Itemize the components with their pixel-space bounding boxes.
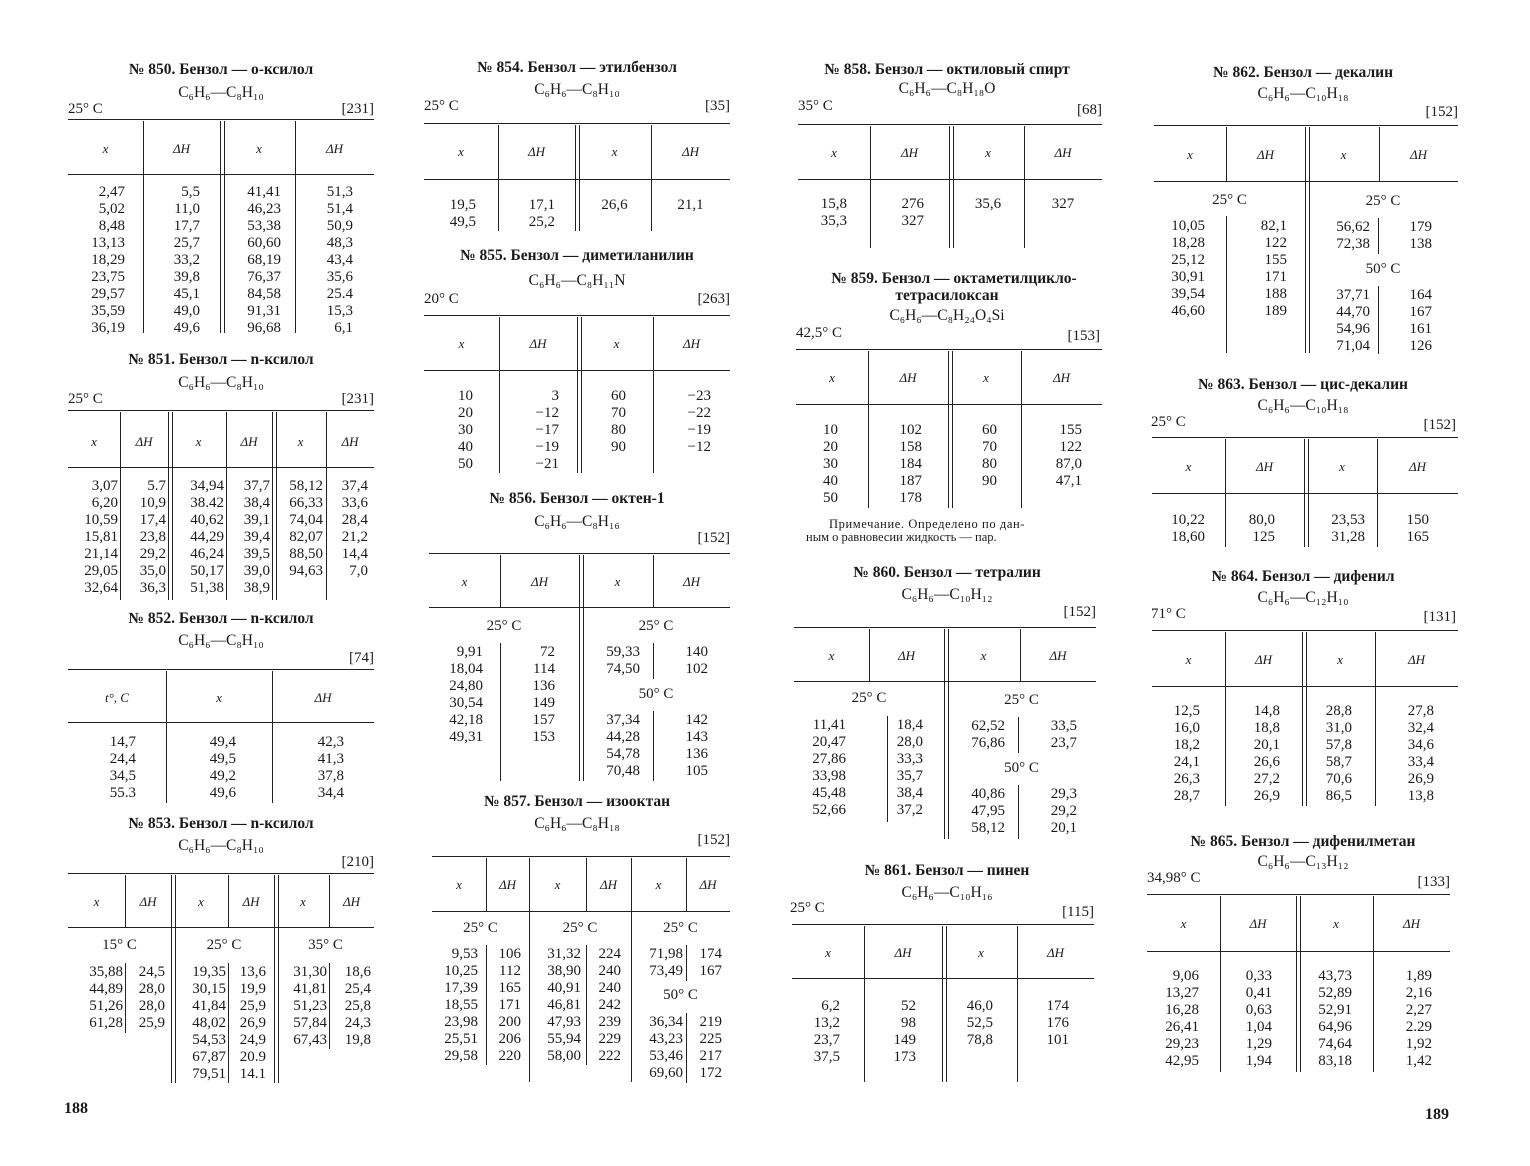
- header-dh: ΔH: [314, 690, 332, 705]
- column-dh: 18,6 25,4 25,8 24,3 19,8: [344, 964, 371, 1048]
- column-x: 43,73 52,89 52,91 64,96 74,64 83,18: [1318, 968, 1352, 1069]
- subgroup-temperature: 25° C: [1004, 692, 1039, 708]
- column-dh: 21,1: [677, 197, 704, 213]
- table-formula: C₆H₆—C₈H₁₀: [178, 84, 264, 101]
- table-formula: C₆H₆—C₁₂H₁₀: [1257, 589, 1349, 606]
- subgroup-temperature: 25° C: [1365, 193, 1401, 209]
- header-x: x: [825, 945, 831, 960]
- column-x: 10 20 30 40 50: [823, 422, 838, 506]
- header-dh: ΔH: [1407, 652, 1426, 667]
- column-dh: 29,3 29,2 20,1: [1050, 786, 1077, 836]
- column-x: 10,22 18,60: [1171, 512, 1205, 545]
- header-x: x: [297, 434, 304, 449]
- column-x: 31,30 41,81 51,23 57,84 67,43: [293, 964, 327, 1048]
- table-title: № 856. Бензол — октен-1: [489, 490, 665, 507]
- table-formula: C₆H₆—C₁₀H₁₈: [1257, 85, 1349, 102]
- column-x: 28,8 31,0 57,8 58,7 70,6 86,5: [1325, 703, 1352, 804]
- column-x: 60 70 80 90: [611, 388, 626, 455]
- column-dh: 13,6 19,9 25,9 26,9 24,9 20.9 14.1: [239, 964, 266, 1082]
- column-dh: 150 165: [1406, 512, 1429, 545]
- header-x: x: [456, 877, 462, 892]
- column-x: 35,6: [974, 196, 1002, 212]
- table-temperature: 71° C: [1151, 606, 1186, 622]
- table-formula: C₆H₆—C₈H₂₄O₄Si: [889, 307, 1005, 324]
- table-temperature: 25° C: [68, 101, 103, 117]
- header-x: x: [195, 434, 202, 449]
- column-dh: 5,5 11,0 17,7 25,7 33,2 39,8 45,1 49,0 49,6: [173, 184, 200, 336]
- column-x: 19,35 30,15 41,84 48,02 54,53 67,87 79,51: [192, 964, 226, 1082]
- column-dh: 52 98 149 173: [893, 998, 916, 1065]
- column-x: 12,5 16,0 18,2 24,1 26,3 28,7: [1173, 703, 1200, 804]
- table-title: № 851. Бензол — n-ксилол: [128, 351, 314, 368]
- column-x: 9,91 18,04 24,80 30,54 42,18 49,31: [449, 644, 483, 745]
- column-dh: 24,5 28,0 28,0 25,9: [138, 964, 165, 1031]
- subgroup-temperature: 25° C: [562, 920, 598, 936]
- table-title: № 865. Бензол — дифенилметан: [1190, 833, 1416, 850]
- header-x: x: [1339, 459, 1345, 474]
- header-dh: ΔH: [1254, 652, 1273, 667]
- column-dh: 106 112 165 171 200 206 220: [498, 946, 521, 1064]
- table-title: № 853. Бензол — n-ксилол: [128, 815, 314, 832]
- table-reference: [152]: [1063, 604, 1096, 620]
- column-dh: 276 327: [901, 196, 924, 229]
- column-x: 40,86 47,95 58,12: [971, 786, 1005, 836]
- header-dh: ΔH: [681, 144, 700, 159]
- table-title: № 864. Бензол — дифенил: [1211, 568, 1395, 585]
- header-x: x: [216, 690, 222, 705]
- header-dh: ΔH: [699, 877, 717, 892]
- header-x: x: [1337, 652, 1343, 667]
- table-formula: C₆H₆—C₈H₁₈O: [898, 80, 996, 97]
- header-x: x: [980, 648, 987, 663]
- header-x: x: [1185, 459, 1192, 474]
- column-dh: 224 240 240 242 239 229 222: [598, 946, 621, 1064]
- subgroup-temperature: 50° C: [1004, 760, 1039, 776]
- header-dh: ΔH: [530, 574, 549, 589]
- column-dh: 174 176 101: [1046, 998, 1069, 1048]
- subgroup-temperature: 25° C: [206, 937, 242, 953]
- table-reference: [131]: [1423, 609, 1456, 625]
- header-dh: ΔH: [1249, 916, 1267, 931]
- column-x: 49,4 49,5 49,2 49,6: [209, 734, 236, 801]
- table-title: № 854. Бензол — этилбензол: [477, 59, 677, 76]
- header-x: x: [554, 877, 561, 892]
- table-title: № 862. Бензол — декалин: [1213, 64, 1393, 81]
- column-x: 10 20 30 40 50: [458, 388, 473, 472]
- table-title-continued: тетрасилоксан: [895, 287, 999, 304]
- subgroup-temperature: 25° C: [638, 618, 674, 634]
- table-title: № 858. Бензол — октиловый спирт: [824, 61, 1070, 78]
- column-x: 36,34 43,23 53,46 69,60: [649, 1014, 683, 1081]
- header-dh: ΔH: [1402, 916, 1421, 931]
- header-dh: ΔH: [498, 877, 517, 892]
- header-dh: ΔH: [242, 894, 260, 909]
- table-850: [68, 0, 374, 340]
- column-x: 59,33 74,50: [606, 644, 640, 677]
- column-x: 19,5 49,5: [449, 197, 476, 230]
- header-x: x: [614, 574, 621, 589]
- header-dh: ΔH: [894, 945, 912, 960]
- header-dh: ΔH: [341, 434, 359, 449]
- column-x: 35,88 44,89 51,26 61,28: [89, 964, 123, 1031]
- header-dh: ΔH: [900, 145, 919, 160]
- column-dh: 80,0 125: [1248, 512, 1275, 545]
- header-x: x: [983, 370, 989, 385]
- table-reference: [68]: [1077, 102, 1102, 118]
- table-temperature: 20° C: [424, 291, 459, 307]
- table-formula: C₆H₆—C₈H₁₈: [534, 815, 620, 832]
- table-note: Примечание. Определено по дан-: [829, 517, 1026, 531]
- column-dh: 327: [1051, 196, 1075, 212]
- header-dh: ΔH: [172, 141, 191, 156]
- column-x: 41,41 46,23 53,38 60,60 68,19 76,37 84,58 91,31 96,68: [247, 184, 281, 336]
- header-x: x: [1180, 916, 1187, 931]
- header-x: x: [458, 144, 464, 159]
- column-dh: −23 −22 −19 −12: [687, 388, 711, 455]
- table-temperature: 34,98° C: [1147, 870, 1201, 886]
- column-x: 46,0 52,5 78,8: [966, 998, 993, 1048]
- page-number-right: 189: [1425, 1106, 1449, 1123]
- column-dh: 3 −12 −17 −19 −21: [535, 388, 559, 472]
- column-dh: 1,89 2,16 2,27 2.29 1,92 1,42: [1405, 968, 1432, 1069]
- subgroup-temperature: 35° C: [308, 937, 343, 953]
- header-dh: ΔH: [527, 144, 546, 159]
- table-title: № 855. Бензол — диметиланилин: [460, 247, 694, 264]
- subgroup-temperature: 25° C: [1212, 192, 1247, 208]
- column-x: 9,53 10,25 17,39 18,55 23,98 25,51 29,58: [444, 946, 478, 1064]
- header-dh: ΔH: [342, 894, 361, 909]
- header-dh: ΔH: [1046, 945, 1065, 960]
- column-dh: 0,33 0,41 0,63 1,04 1,29 1,94: [1245, 968, 1272, 1069]
- table-temperature: 25° C: [68, 391, 103, 407]
- header-x: x: [91, 434, 97, 449]
- table-title: № 861. Бензол — пинен: [864, 862, 1030, 879]
- subgroup-temperature: 50° C: [1365, 261, 1401, 277]
- column-x: 56,62 72,38: [1336, 219, 1370, 252]
- table-formula: C₆H₆—C₈H₁₀: [178, 632, 264, 649]
- column-dh: 33,5 23,7: [1050, 718, 1077, 751]
- column-x: 15,8 35,3: [820, 196, 847, 229]
- header-dh: ΔH: [682, 336, 701, 351]
- table-formula: C₆H₆—C₈H₁₀: [178, 374, 264, 391]
- subgroup-temperature: 50° C: [638, 686, 674, 702]
- header-dh: ΔH: [1408, 459, 1427, 474]
- header-x: x: [300, 894, 306, 909]
- table-formula: C₆H₆—C₈H₁₁N: [528, 272, 626, 289]
- header-x: x: [611, 144, 618, 159]
- header-dh: ΔH: [1052, 370, 1071, 385]
- table-reference: [152]: [697, 832, 730, 848]
- column-dh: 27,8 32,4 34,6 33,4 26,9 13,8: [1407, 703, 1434, 804]
- subgroup-temperature: 25° C: [663, 920, 698, 936]
- table-title: № 863. Бензол — цис-декалин: [1198, 376, 1408, 393]
- table-formula: C₆H₆—C₈H₁₀: [178, 837, 264, 854]
- column-x: 2,47 5,02 8,48 13,13 18,29 23,75 29,57 35,59 36,19: [91, 184, 125, 336]
- subgroup-temperature: 25° C: [851, 690, 887, 706]
- column-x: 26,6: [601, 197, 628, 213]
- column-dh: 219 225 217 172: [699, 1014, 722, 1081]
- column-dh: 140 102: [685, 644, 708, 677]
- subgroup-temperature: 25° C: [463, 920, 498, 936]
- header-x: x: [1340, 147, 1347, 162]
- header-x: x: [458, 336, 465, 351]
- table-reference: [231]: [341, 391, 374, 407]
- table-temperature: 42,5° C: [796, 325, 843, 341]
- table-reference: [263]: [697, 291, 730, 307]
- header-temperature: t°, C: [105, 690, 129, 705]
- table-reference: [210]: [341, 854, 374, 870]
- column-x: 11,41 20,47 27,86 33,98 45,48 52,66: [812, 717, 846, 818]
- table-reference: [231]: [341, 101, 374, 117]
- column-dh: 179 138: [1409, 219, 1432, 252]
- column-x: 6,2 13,2 23,7 37,5: [813, 998, 840, 1065]
- table-title: № 860. Бензол — тетралин: [853, 564, 1041, 581]
- table-formula: C₆H₆—C₁₃H₁₂: [1257, 853, 1349, 870]
- header-dh: ΔH: [897, 648, 916, 663]
- table-temperature: 35° C: [798, 98, 833, 114]
- header-x: x: [256, 141, 262, 156]
- table-formula: C₆H₆—C₈H₁₀: [534, 81, 620, 98]
- table-reference: [152]: [1423, 417, 1456, 433]
- column-dh: 17,1 25,2: [528, 197, 555, 230]
- column-x: 58,12 66,33 74,04 82,07 88,50 94,63: [289, 478, 323, 579]
- table-title: № 859. Бензол — октаметилцикло-: [831, 270, 1077, 287]
- header-dh: ΔH: [325, 141, 344, 156]
- table-formula: C₆H₆—C₁₀H₁₂: [901, 586, 993, 603]
- column-dh: 102 158 184 187 178: [899, 422, 922, 506]
- column-x: 23,53 31,28: [1331, 512, 1365, 545]
- header-x: x: [1333, 916, 1339, 931]
- page-number-left: 188: [64, 1100, 88, 1117]
- header-dh: ΔH: [599, 877, 618, 892]
- column-dh: 155 122 87,0 47,1: [1055, 422, 1082, 489]
- column-x: 10,05 18,28 25,12 30,91 39,54 46,60: [1171, 218, 1205, 319]
- table-note-continued: ным о равновесии жидкость — пар.: [806, 530, 997, 544]
- column-dh: 142 143 136 105: [685, 712, 708, 779]
- table-title: № 852. Бензол — n-ксилол: [128, 610, 314, 627]
- column-x: 60 70 80 90: [982, 422, 997, 489]
- column-x: 37,34 44,28 54,78 70,48: [606, 712, 640, 779]
- table-temperature: 25° C: [1151, 414, 1186, 430]
- column-dh: 37,4 33,6 28,4 21,2 14,4 7,0: [341, 478, 368, 579]
- header-x: x: [829, 370, 835, 385]
- header-x: x: [613, 336, 620, 351]
- header-x: x: [985, 145, 991, 160]
- header-x: x: [655, 877, 662, 892]
- header-x: x: [198, 894, 204, 909]
- column-dh: 37,7 38,4 39,1 39,4 39,5 39,0 38,9: [243, 478, 270, 596]
- column-dh: 18,4 28,0 33,3 35,7 38,4 37,2: [896, 717, 923, 818]
- table-temperature: 25° C: [790, 900, 825, 916]
- header-dh: ΔH: [1049, 648, 1067, 663]
- column-dh: 174 167: [699, 946, 722, 979]
- column-x: 37,71 44,70 54,96 71,04: [1336, 287, 1370, 354]
- table-reference: [133]: [1417, 874, 1450, 890]
- header-dh: ΔH: [240, 434, 258, 449]
- column-x: 9,06 13,27 16,28 26,41 29,23 42,95: [1165, 968, 1199, 1069]
- header-x: x: [831, 145, 837, 160]
- header-dh: ΔH: [899, 370, 917, 385]
- table-formula: C₆H₆—C₁₀H₁₈: [1257, 397, 1349, 414]
- header-x: x: [461, 574, 468, 589]
- column-dh: 42,3 41,3 37,8 34,4: [317, 734, 344, 801]
- header-x: x: [1187, 147, 1193, 162]
- header-dh: ΔH: [1255, 459, 1274, 474]
- table-reference: [35]: [705, 98, 730, 114]
- table-reference: [152]: [697, 530, 730, 546]
- table-reference: [74]: [349, 650, 374, 666]
- header-x: x: [1185, 652, 1192, 667]
- subgroup-temperature: 15° C: [102, 937, 137, 953]
- table-formula: C₆H₆—C₁₀H₁₆: [901, 884, 993, 901]
- header-dh: ΔH: [682, 574, 701, 589]
- table-reference: [153]: [1067, 328, 1100, 344]
- column-dh: 51,3 51,4 50,9 48,3 43,4 35,6 25.4 15,3 6,1: [326, 184, 353, 336]
- header-x: x: [102, 141, 109, 156]
- column-temperature: 14,7 24,4 34,5 55.3: [109, 734, 136, 801]
- table-temperature: 25° C: [424, 98, 459, 114]
- header-x: x: [93, 894, 100, 909]
- column-dh: 5.7 10,9 17,4 23,8 29,2 35,0 36,3: [139, 478, 166, 596]
- header-dh: ΔH: [529, 336, 547, 351]
- header-dh: ΔH: [135, 434, 153, 449]
- column-dh: 72 114 136 149 157 153: [532, 644, 555, 745]
- column-x: 31,32 38,90 40,91 46,81 47,93 55,94 58,00: [547, 946, 581, 1064]
- table-formula: C₆H₆—C₈H₁₆: [534, 513, 620, 530]
- table-reference: [152]: [1425, 104, 1458, 120]
- header-dh: ΔH: [1054, 145, 1072, 160]
- column-dh: 164 167 161 126: [1409, 287, 1432, 354]
- column-dh: 82,1 122 155 171 188 189: [1260, 218, 1287, 319]
- column-dh: 14,8 18,8 20,1 26,6 27,2 26,9: [1253, 703, 1280, 804]
- header-x: x: [978, 945, 984, 960]
- table-title: № 857. Бензол — изооктан: [483, 793, 671, 810]
- header-x: x: [828, 648, 835, 663]
- column-x: 62,52 76,86: [971, 718, 1005, 751]
- column-x: 34,94 38.42 40,62 44,29 46,24 50,17 51,38: [190, 478, 224, 596]
- subgroup-temperature: 50° C: [663, 987, 698, 1003]
- header-dh: ΔH: [139, 894, 157, 909]
- table-reference: [115]: [1062, 904, 1094, 920]
- column-x: 3,07 6,20 10,59 15,81 21,14 29,05 32,64: [84, 478, 118, 596]
- header-dh: ΔH: [1409, 147, 1428, 162]
- table-title: № 850. Бензол — о-ксилол: [128, 61, 314, 78]
- header-dh: ΔH: [1256, 147, 1275, 162]
- subgroup-temperature: 25° C: [486, 618, 522, 634]
- column-x: 71,98 73,49: [649, 946, 683, 979]
